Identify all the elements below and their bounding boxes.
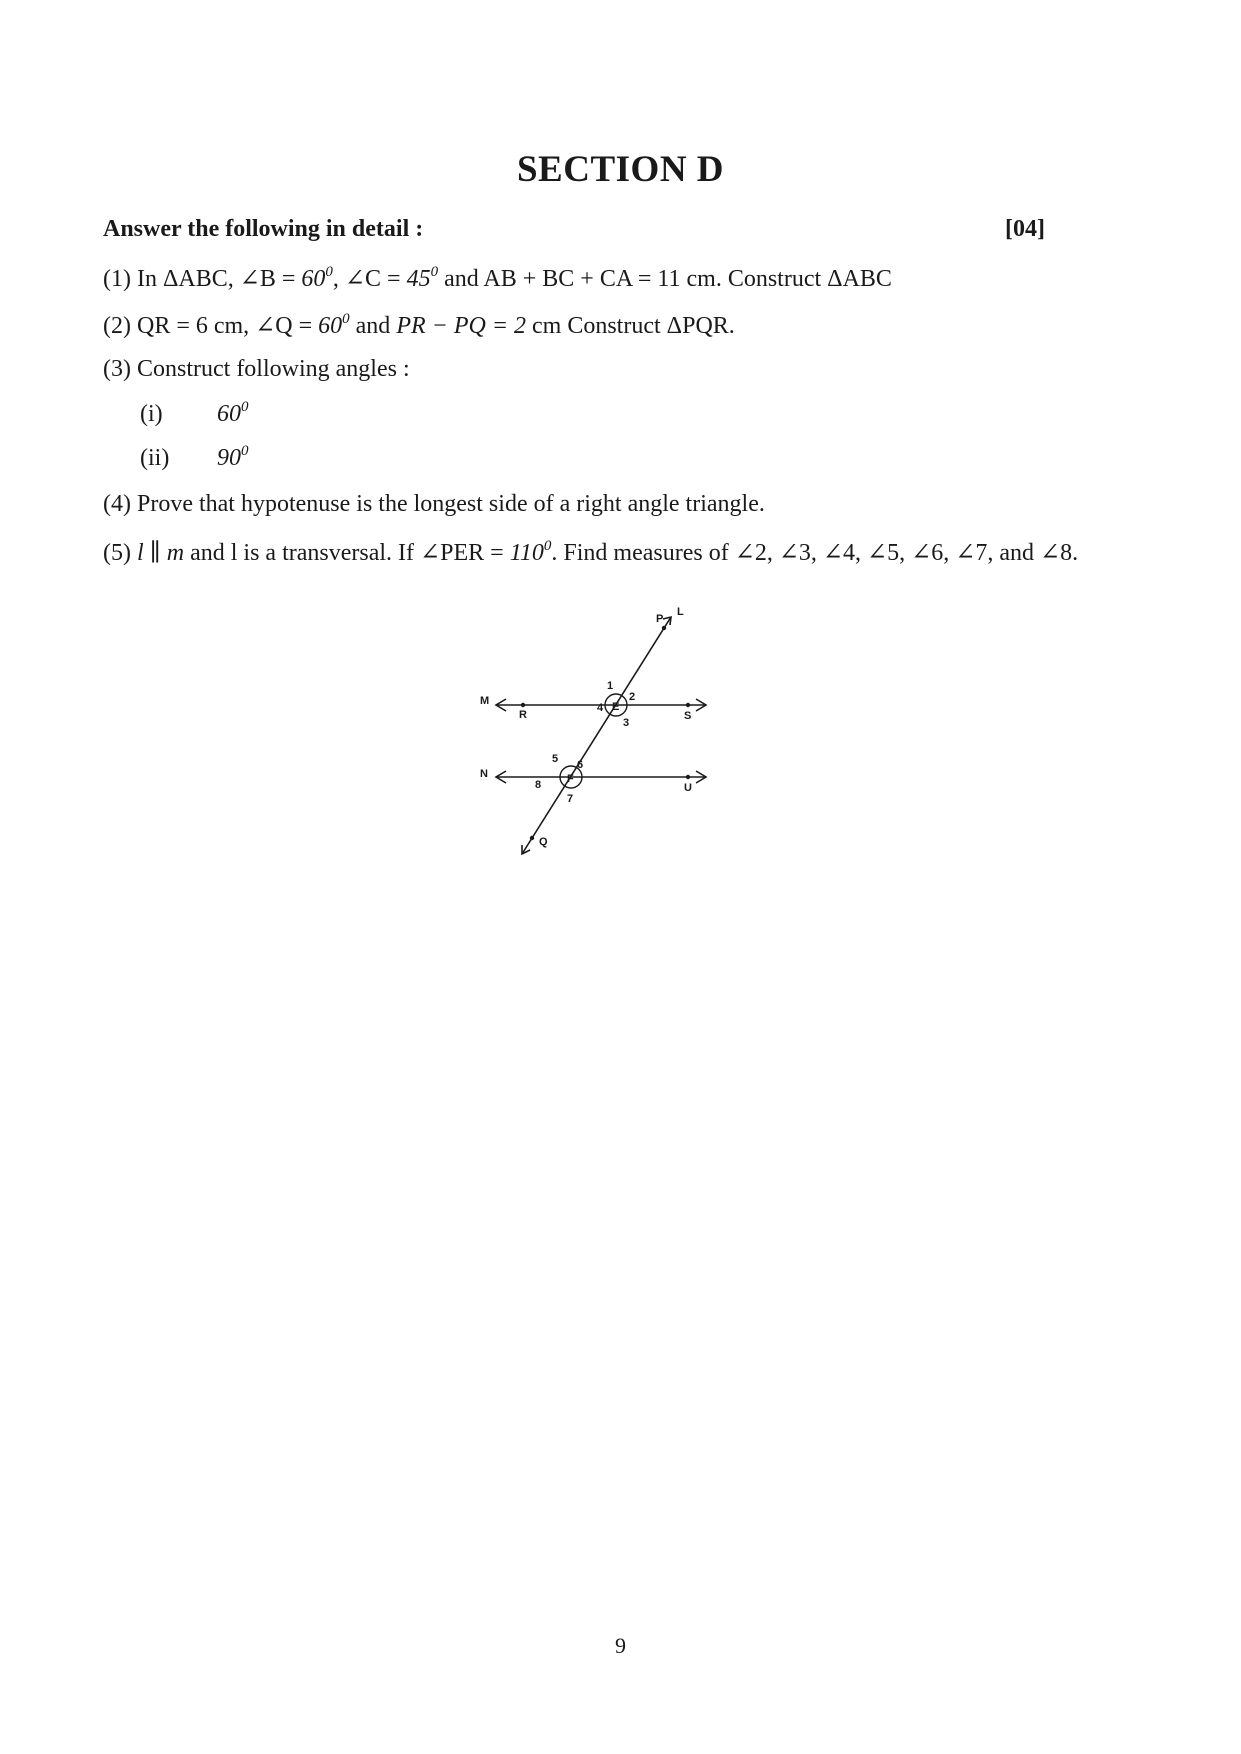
question-3 (103, 356, 410, 383)
label-l: L (677, 606, 684, 618)
q2-text-3: cm Construct ΔPQR. (526, 313, 735, 339)
label-p: P (656, 613, 664, 625)
q2-text-2: and (349, 313, 397, 339)
label-q: Q (539, 836, 548, 848)
q1-number: (1) (103, 266, 131, 292)
point-r (521, 703, 525, 707)
q1-text-3: and AB + BC + CA = 11 cm. Construct ΔABC (438, 266, 892, 292)
q5-line-m: m (166, 540, 185, 566)
q3-item-value: 90 (217, 445, 241, 471)
q3-item-label: (i) (140, 401, 163, 427)
q5-number: (5) (103, 540, 131, 566)
point-p (662, 626, 666, 630)
q3-number: (3) (103, 356, 131, 382)
instruction-line (103, 216, 1045, 243)
page-number: 9 (615, 1633, 626, 1658)
q5-line-l: l (136, 540, 144, 566)
q3-item-value: 60 (217, 401, 241, 427)
q2-angle-q-exp: 0 (342, 311, 350, 327)
label-angle-7: 7 (567, 793, 574, 805)
question-4 (103, 491, 765, 518)
transversal-line (522, 617, 671, 854)
label-m: M (480, 695, 490, 707)
label-angle-2: 2 (629, 691, 636, 703)
label-f: F (567, 773, 574, 785)
q1-text-2: , ∠C = (332, 266, 407, 292)
q1-angle-c-value: 45 (406, 266, 431, 292)
label-u: U (684, 782, 692, 794)
q5-angle-per-value: 110 (509, 540, 544, 566)
q4-number: (4) (103, 491, 131, 517)
q1-angle-b-exp: 0 (325, 264, 333, 280)
q5-text-1: and l is a transversal. If ∠PER = (184, 540, 510, 566)
label-angle-3: 3 (623, 717, 630, 729)
label-angle-6: 6 (577, 759, 584, 771)
parallel-lines-figure (470, 600, 770, 870)
label-angle-4: 4 (597, 702, 604, 714)
point-u (686, 775, 690, 779)
q3-item-label: (ii) (140, 445, 170, 471)
q2-text-1: QR = 6 cm, ∠Q = (136, 313, 319, 339)
q1-angle-b-value: 60 (301, 266, 326, 292)
label-e: E (612, 701, 620, 713)
label-s: S (684, 710, 692, 722)
label-angle-5: 5 (552, 753, 559, 765)
q2-expression: PR − PQ = 2 (396, 313, 527, 339)
marks-label: [04] (1005, 216, 1045, 242)
label-angle-1: 1 (607, 680, 614, 692)
point-s (686, 703, 690, 707)
question-2 (103, 311, 735, 340)
q2-angle-q-value: 60 (318, 313, 343, 339)
q1-text-1: In ΔABC, ∠B = (136, 266, 302, 292)
q3-text: Construct following angles : (136, 356, 410, 382)
question-5 (103, 538, 1078, 567)
instruction-text: Answer the following in detail : (103, 216, 424, 242)
q3-item-ii (140, 443, 249, 472)
label-r: R (519, 709, 527, 721)
q3-item-exp: 0 (241, 399, 249, 415)
q5-parallel-symbol: ∥ (143, 540, 167, 566)
q4-text: Prove that hypotenuse is the longest side of a right angle triangle. (136, 491, 765, 517)
point-q (530, 836, 534, 840)
q5-angle-per-exp: 0 (543, 538, 552, 554)
q2-number: (2) (103, 313, 131, 339)
section-title: SECTION D (516, 149, 725, 190)
q3-item-exp: 0 (241, 443, 249, 459)
q3-item-i (140, 399, 249, 428)
label-n: N (480, 768, 488, 780)
label-angle-8: 8 (535, 779, 542, 791)
question-1 (103, 264, 892, 293)
q5-text-2: . Find measures of ∠2, ∠3, ∠4, ∠5, ∠6, ∠7, and ∠8. (551, 540, 1079, 566)
q1-angle-c-exp: 0 (430, 264, 439, 280)
